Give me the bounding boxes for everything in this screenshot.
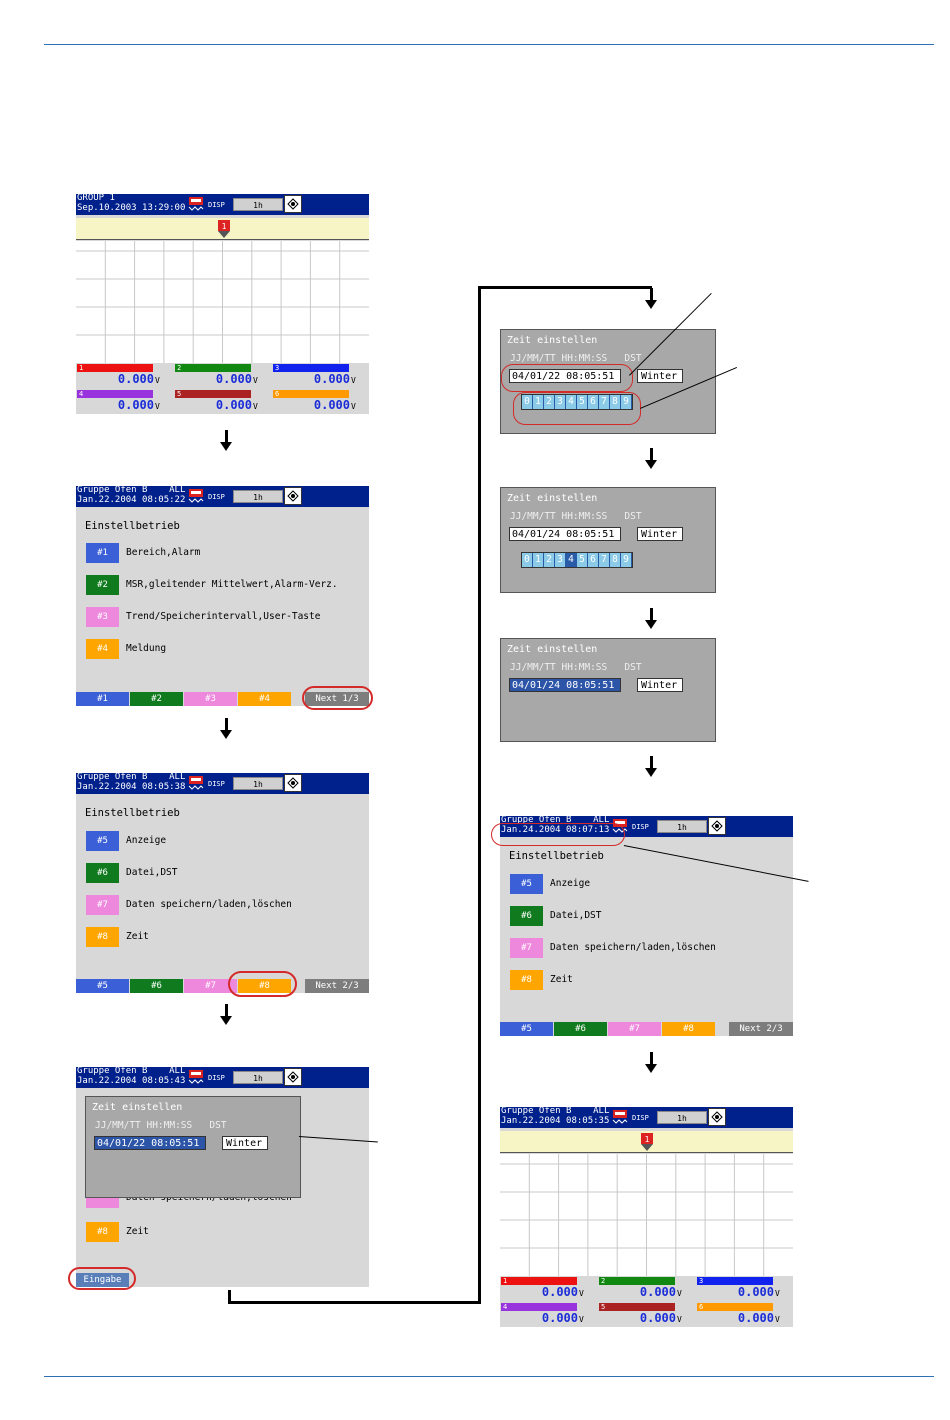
menu-title: Einstellbetrieb	[85, 807, 180, 819]
disp-label: DISP	[208, 493, 225, 501]
disp-label: DISP	[208, 780, 225, 788]
dialog-title: Zeit einstellen	[507, 644, 598, 655]
enter-key[interactable]: Eingabe	[76, 1273, 129, 1287]
dialog-header: JJ/MM/TT HH:MM:SS DST	[510, 353, 642, 364]
softkey-8[interactable]: #8	[238, 979, 291, 993]
nav-knob-icon[interactable]	[284, 1068, 302, 1086]
softkey-bar	[500, 1022, 793, 1036]
channel-unit: V	[775, 1315, 780, 1324]
flow-arrow	[645, 768, 657, 777]
channel-unit: V	[155, 376, 160, 385]
channel-label: 2	[599, 1277, 675, 1285]
channel-value: 0.000	[541, 1311, 578, 1325]
channel-label: 6	[273, 390, 349, 398]
memory-icon	[187, 196, 205, 212]
flow-connector	[478, 286, 652, 289]
digit-key[interactable]: 8	[610, 553, 621, 567]
nav-knob-icon[interactable]	[708, 1108, 726, 1126]
digit-key[interactable]: 9	[621, 395, 632, 409]
menu-label: MSR,gleitender Mittelwert,Alarm-Verz.	[126, 579, 338, 590]
digit-key[interactable]: 6	[588, 553, 599, 567]
group-title: Gruppe Ofen B ALL	[77, 773, 186, 782]
group-title: GROUP 1	[77, 194, 115, 203]
datetime: Sep.10.2003 13:29:00	[77, 202, 186, 213]
channel-unit: V	[677, 1315, 682, 1324]
setting-menu-page-1	[76, 486, 369, 706]
interval-select[interactable]: 1h	[233, 198, 283, 211]
memory-icon	[187, 488, 205, 504]
nav-knob-icon[interactable]	[284, 195, 302, 213]
digit-key[interactable]: 3	[555, 395, 566, 409]
menu-key[interactable]: #3	[86, 607, 119, 627]
softkey-6[interactable]: #6	[130, 979, 183, 993]
menu-label: Meldung	[126, 643, 167, 654]
datetime: Jan.22.2004 08:05:22	[77, 494, 186, 505]
disp-label: DISP	[208, 201, 225, 209]
menu-label: Daten speichern/laden,löschen	[126, 899, 292, 910]
svg-text:1: 1	[221, 222, 227, 231]
channel-value: 0.000	[639, 1285, 676, 1299]
menu-title: Einstellbetrieb	[509, 850, 604, 862]
channel-label: 4	[77, 390, 153, 398]
channel-label: 2	[175, 364, 251, 372]
highlight-enter-key	[68, 1267, 136, 1290]
dst-field[interactable]: Winter	[637, 678, 683, 692]
trend-scale-bar	[76, 218, 369, 240]
channel-1	[76, 363, 173, 388]
menu-label: Datei,DST	[126, 867, 178, 878]
disp-label: DISP	[632, 1114, 649, 1122]
menu-key[interactable]: #7	[510, 938, 543, 958]
svg-text:1: 1	[644, 1135, 650, 1144]
interval-select[interactable]: 1h	[657, 820, 707, 833]
menu-label: Anzeige	[550, 878, 591, 889]
flow-arrow	[220, 442, 232, 451]
highlight-next-key	[302, 686, 373, 710]
softkey-3[interactable]: #3	[184, 692, 237, 706]
time-dialog-edit-day	[500, 487, 716, 593]
softkey-2[interactable]: #2	[130, 692, 183, 706]
digit-key[interactable]: 5	[577, 395, 588, 409]
alarm-marker-icon	[641, 1133, 653, 1151]
menu-label: Zeit	[550, 974, 573, 985]
softkey-4[interactable]: #4	[238, 692, 291, 706]
datetime-field[interactable]: 04/01/24 08:05:51	[509, 527, 621, 541]
digit-key[interactable]: 2	[544, 553, 555, 567]
channel-3	[696, 1276, 793, 1301]
highlight-new-datetime	[491, 823, 625, 846]
datetime: Jan.22.2004 08:05:43	[77, 1075, 186, 1086]
digit-picker[interactable]	[521, 552, 633, 568]
softkey-8[interactable]: #8	[662, 1022, 715, 1036]
digit-key[interactable]: 9	[621, 553, 632, 567]
next-page-key[interactable]: Next 2/3	[305, 979, 369, 993]
menu-label: Datei,DST	[550, 910, 602, 921]
digit-key[interactable]: 4	[566, 553, 577, 567]
menu-key[interactable]: #2	[86, 575, 119, 595]
channel-unit: V	[677, 1289, 682, 1298]
channel-3	[272, 363, 369, 388]
datetime: Jan.24.2004 08:07:13	[501, 824, 610, 835]
softkey-6[interactable]: #6	[554, 1022, 607, 1036]
menu-label: Daten speichern/laden,löschen	[550, 942, 716, 953]
dst-field[interactable]: Winter	[637, 527, 683, 541]
channel-4	[76, 389, 173, 414]
dialog-title: Zeit einstellen	[92, 1102, 183, 1113]
menu-key[interactable]: #7	[86, 895, 119, 915]
channel-value: 0.000	[639, 1311, 676, 1325]
channel-label: 5	[175, 390, 251, 398]
channel-4	[500, 1302, 597, 1327]
trend-scale-bar	[500, 1131, 793, 1153]
flow-arrow	[220, 730, 232, 739]
channel-value: 0.000	[313, 398, 350, 412]
dialog-header: JJ/MM/TT HH:MM:SS DST	[510, 662, 642, 673]
interval-select[interactable]: 1h	[233, 777, 283, 790]
setting-menu-page-2	[76, 773, 369, 993]
channel-1	[500, 1276, 597, 1301]
channel-label: 1	[77, 364, 153, 372]
interval-select[interactable]: 1h	[657, 1111, 707, 1124]
alarm-marker-icon	[218, 220, 230, 238]
channel-value: 0.000	[117, 372, 154, 386]
menu-label: Anzeige	[126, 835, 167, 846]
channel-value: 0.000	[313, 372, 350, 386]
digit-key[interactable]: 6	[588, 395, 599, 409]
menu-label: Zeit	[126, 931, 149, 942]
channel-label: 4	[501, 1303, 577, 1311]
top-rule	[44, 44, 934, 45]
menu-key[interactable]: #8	[86, 1222, 119, 1242]
flow-arrow	[220, 1016, 232, 1025]
channel-value: 0.000	[737, 1311, 774, 1325]
channel-label: 6	[697, 1303, 773, 1311]
digit-key[interactable]: 1	[533, 395, 544, 409]
channel-unit: V	[579, 1289, 584, 1298]
channel-5	[598, 1302, 695, 1327]
next-page-key[interactable]: Next 1/3	[305, 692, 369, 706]
status-header	[500, 1107, 793, 1128]
dst-field[interactable]: Winter	[222, 1136, 268, 1150]
menu-label: Trend/Speicherintervall,User-Taste	[126, 611, 321, 622]
channel-unit: V	[155, 402, 160, 411]
highlight-datetime-field	[501, 364, 633, 392]
next-page-key[interactable]: Next 2/3	[729, 1022, 793, 1036]
flow-arrow	[645, 1064, 657, 1073]
digit-key[interactable]: 3	[555, 553, 566, 567]
flow-connector	[478, 286, 481, 1304]
flow-arrow	[645, 460, 657, 469]
channel-unit: V	[351, 402, 356, 411]
memory-icon	[611, 1109, 629, 1125]
menu-title: Einstellbetrieb	[85, 520, 180, 532]
nav-knob-icon[interactable]	[284, 774, 302, 792]
digit-key[interactable]: 2	[544, 395, 555, 409]
channel-label: 5	[599, 1303, 675, 1311]
channel-label: 3	[273, 364, 349, 372]
datetime-field[interactable]: 04/01/22 08:05:51	[94, 1136, 206, 1150]
channel-value: 0.000	[541, 1285, 578, 1299]
group-title: Gruppe Ofen B ALL	[501, 1107, 610, 1116]
menu-key[interactable]: #6	[510, 906, 543, 926]
menu-label: Zeit	[126, 1226, 149, 1237]
group-title: Gruppe Ofen B ALL	[77, 1067, 186, 1076]
menu-key[interactable]: #5	[86, 831, 119, 851]
bottom-rule	[44, 1376, 934, 1377]
trend-grid	[76, 241, 369, 363]
channel-value: 0.000	[117, 398, 154, 412]
menu-label: Bereich,Alarm	[126, 547, 201, 558]
channel-label: 3	[697, 1277, 773, 1285]
channel-unit: V	[775, 1289, 780, 1298]
digital-values	[500, 1276, 793, 1327]
status-header	[76, 1067, 369, 1088]
datetime-field[interactable]: 04/01/24 08:05:51	[509, 678, 621, 692]
flow-arrow	[645, 300, 657, 309]
softkey-5[interactable]: #5	[500, 1022, 553, 1036]
flow-arrow	[645, 620, 657, 629]
digit-key[interactable]: 8	[610, 395, 621, 409]
trend-grid	[500, 1154, 793, 1276]
dialog-title: Zeit einstellen	[507, 493, 598, 504]
channel-value: 0.000	[215, 398, 252, 412]
interval-select[interactable]: 1h	[233, 490, 283, 503]
softkey-7[interactable]: #7	[608, 1022, 661, 1036]
channel-value: 0.000	[737, 1285, 774, 1299]
digit-key[interactable]: 4	[566, 395, 577, 409]
trend-screen-final	[500, 1107, 793, 1327]
nav-knob-icon[interactable]	[284, 487, 302, 505]
channel-2	[598, 1276, 695, 1301]
channel-6	[272, 389, 369, 414]
flow-connector	[228, 1301, 481, 1304]
channel-5	[174, 389, 271, 414]
trend-screen-initial	[76, 194, 369, 414]
menu-key[interactable]: #6	[86, 863, 119, 883]
highlight-digit-picker	[513, 392, 641, 425]
channel-6	[696, 1302, 793, 1327]
channel-unit: V	[253, 376, 258, 385]
dst-field[interactable]: Winter	[637, 369, 683, 383]
menu-key[interactable]: #4	[86, 639, 119, 659]
channel-unit: V	[253, 402, 258, 411]
memory-icon	[187, 1069, 205, 1085]
softkey-5[interactable]: #5	[76, 979, 129, 993]
menu-key[interactable]: #8	[510, 970, 543, 990]
datetime-field[interactable]: 04/01/22 08:05:51	[509, 369, 621, 383]
dialog-header: JJ/MM/TT HH:MM:SS DST	[510, 511, 642, 522]
group-title: Gruppe Ofen B ALL	[77, 486, 186, 495]
memory-icon	[187, 775, 205, 791]
time-dialog	[85, 1096, 301, 1198]
dialog-title: Zeit einstellen	[507, 335, 598, 346]
softkey-7[interactable]: #7	[184, 979, 237, 993]
digit-key[interactable]: 0	[522, 553, 533, 567]
dialog-header: JJ/MM/TT HH:MM:SS DST	[95, 1120, 227, 1131]
status-header	[76, 773, 369, 794]
digit-key[interactable]: 7	[599, 395, 610, 409]
interval-select[interactable]: 1h	[233, 1071, 283, 1084]
channel-value: 0.000	[215, 372, 252, 386]
status-header	[76, 194, 369, 215]
digit-key[interactable]: 7	[599, 553, 610, 567]
disp-label: DISP	[632, 823, 649, 831]
datetime: Jan.22.2004 08:05:38	[77, 781, 186, 792]
status-header	[76, 486, 369, 507]
digit-key[interactable]: 5	[577, 553, 588, 567]
disp-label: DISP	[208, 1074, 225, 1082]
group-title: Gruppe Ofen B ALL	[501, 816, 610, 825]
digit-key[interactable]: 0	[522, 395, 533, 409]
channel-unit: V	[351, 376, 356, 385]
datetime: Jan.22.2004 08:05:35	[501, 1115, 610, 1126]
menu-key[interactable]: #5	[510, 874, 543, 894]
channel-2	[174, 363, 271, 388]
time-setting-screen	[76, 1067, 369, 1287]
digital-values	[76, 363, 369, 414]
digit-key[interactable]: 1	[533, 553, 544, 567]
softkey-bar	[76, 979, 369, 993]
highlight-softkey-8	[228, 971, 297, 997]
softkey-1[interactable]: #1	[76, 692, 129, 706]
channel-label: 1	[501, 1277, 577, 1285]
channel-unit: V	[579, 1315, 584, 1324]
time-dialog-confirm	[500, 638, 716, 742]
menu-key[interactable]: #1	[86, 543, 119, 563]
nav-knob-icon[interactable]	[708, 817, 726, 835]
menu-key[interactable]: #8	[86, 927, 119, 947]
